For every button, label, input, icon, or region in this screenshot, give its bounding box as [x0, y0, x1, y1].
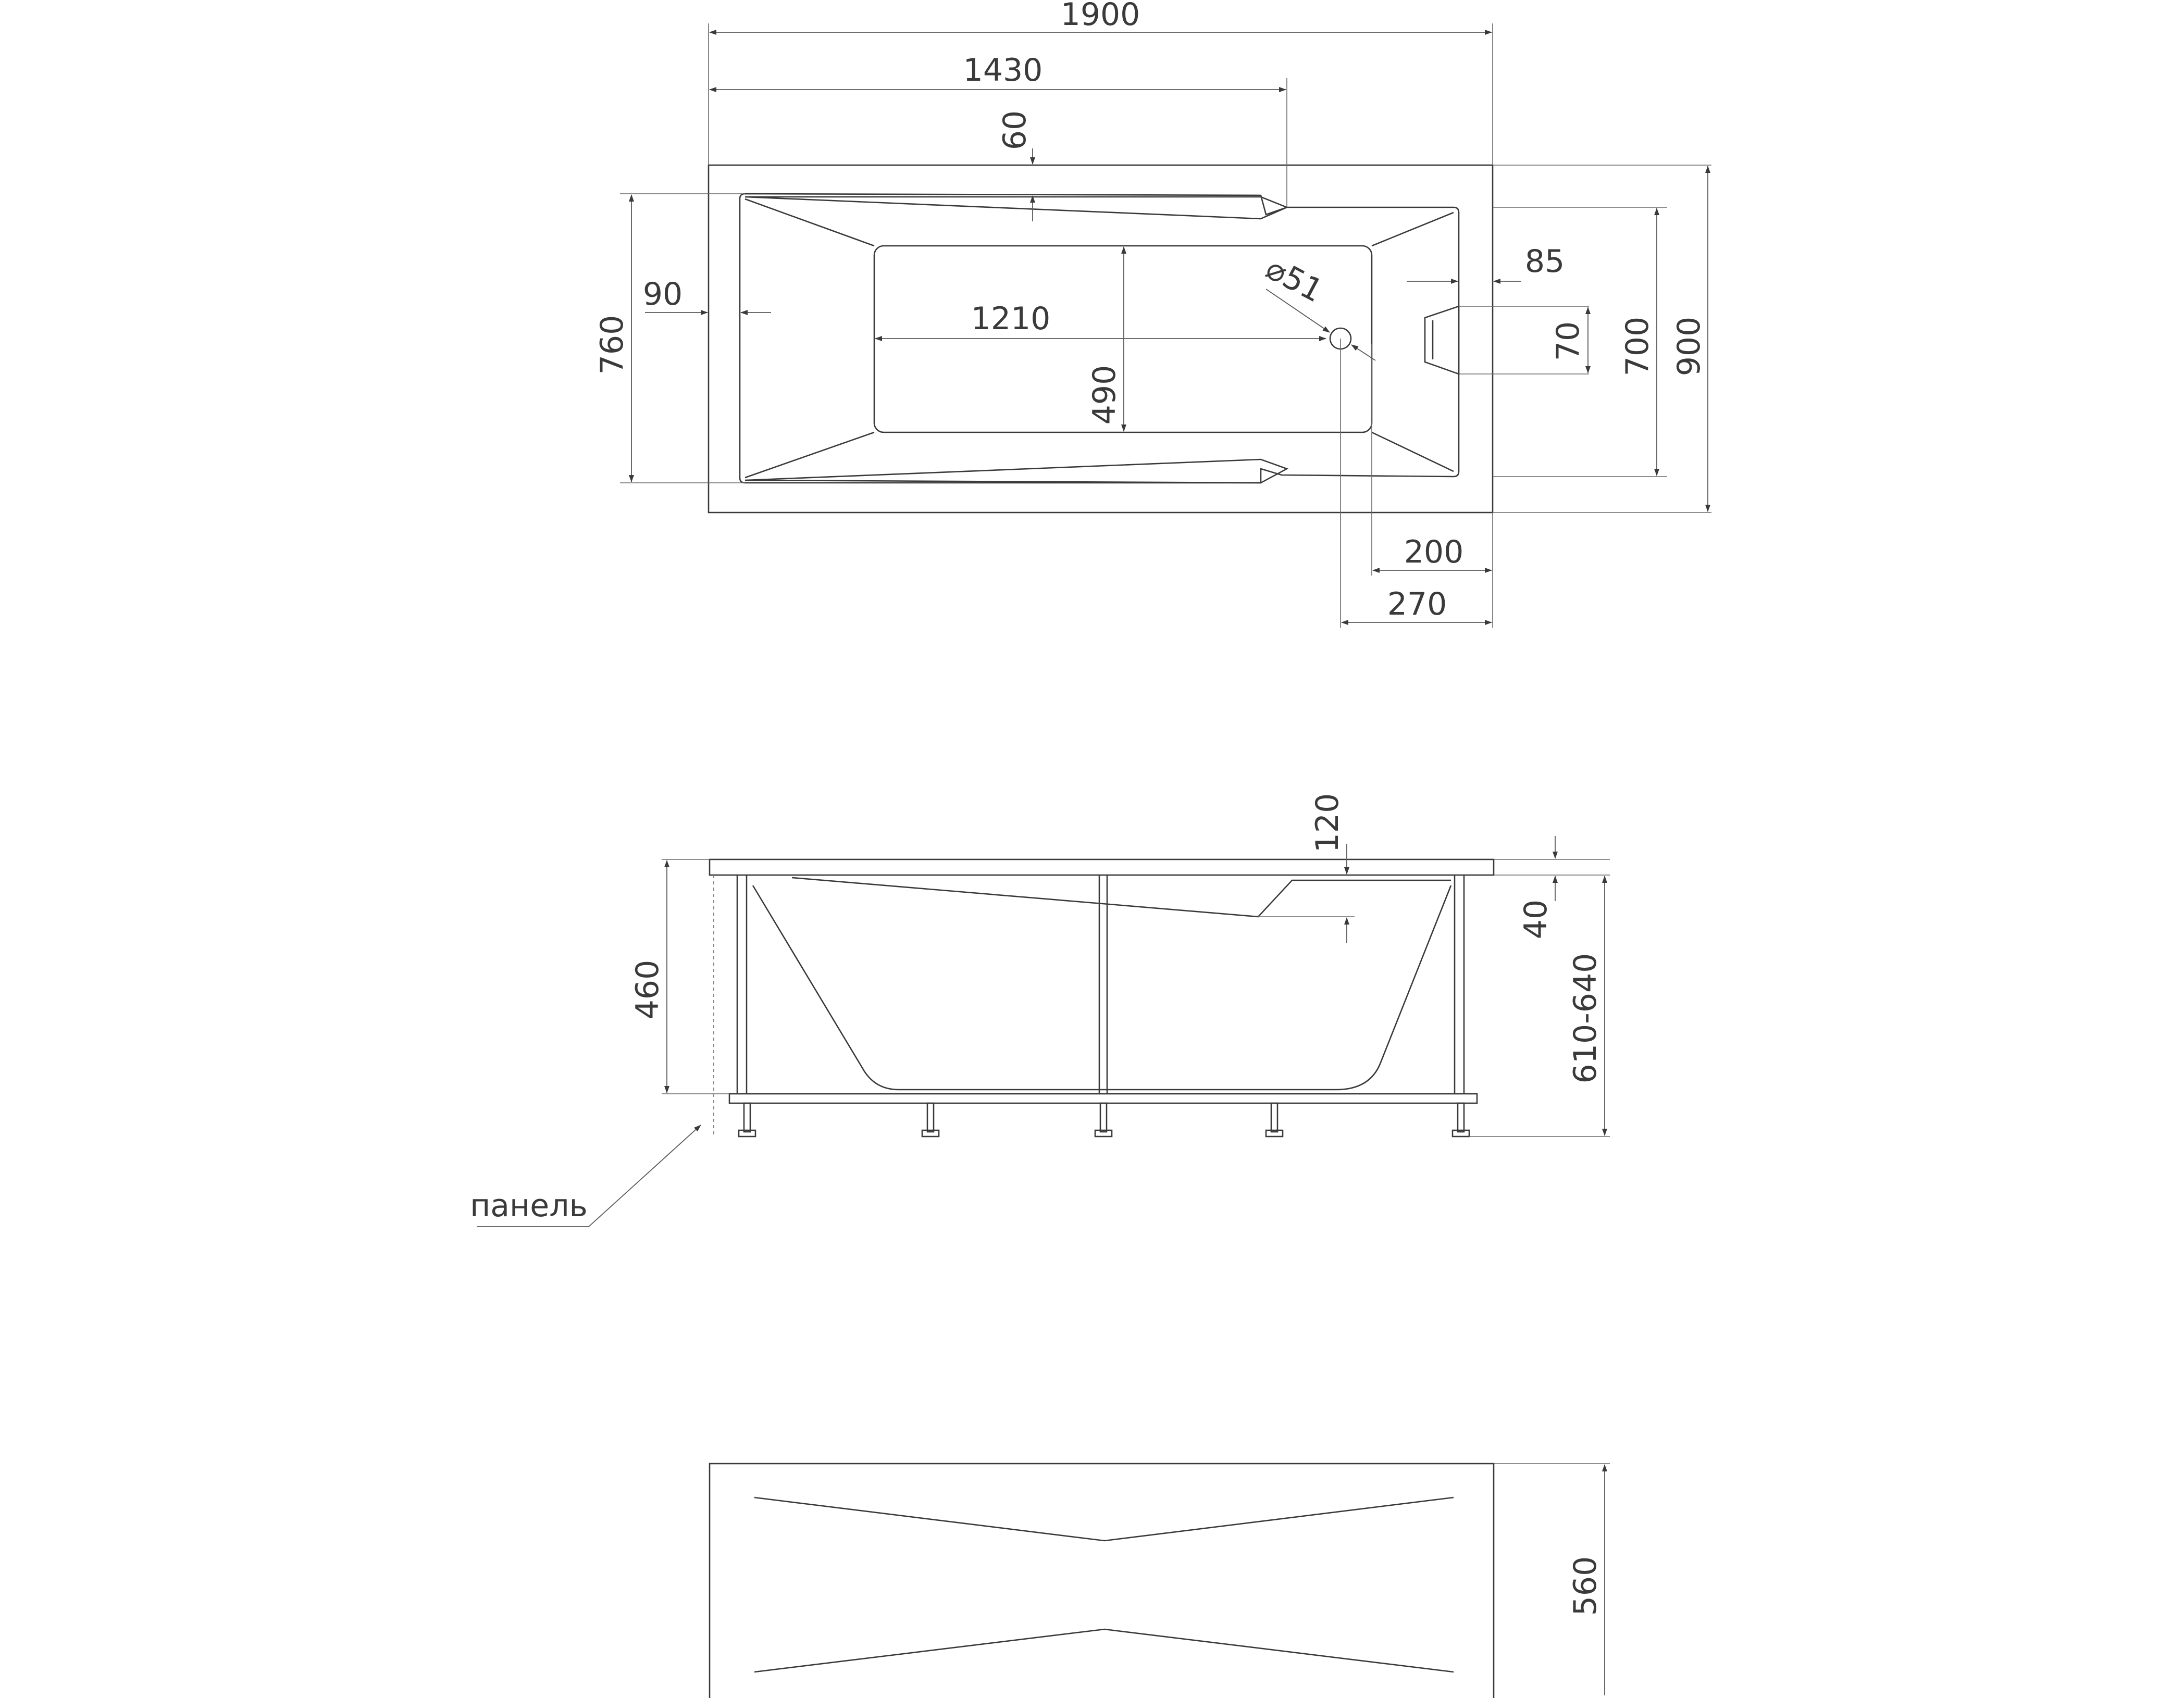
side-legs — [739, 1103, 1469, 1137]
panel-lower-v — [754, 1629, 1454, 1672]
top-slant-br — [1372, 432, 1454, 471]
top-slant-bl — [745, 432, 874, 478]
side-tub-body — [753, 885, 1451, 1090]
dim-1900-label: 1900 — [1060, 0, 1140, 33]
panel-view — [710, 1464, 1610, 1698]
dim-460-label: 460 — [629, 959, 666, 1020]
side-rim — [710, 859, 1494, 875]
side-view — [470, 793, 1610, 1227]
top-armrest-upper — [745, 197, 1287, 219]
dim-610-640-label: 610-640 — [1567, 953, 1604, 1084]
panel-label: панель — [470, 1188, 588, 1224]
dim-760-label: 760 — [594, 315, 630, 375]
dim-270-label: 270 — [1387, 586, 1447, 622]
headrest — [1425, 306, 1459, 374]
side-armrest-slope — [792, 878, 1451, 917]
top-slant-tr — [1372, 213, 1454, 246]
top-armrest-lower — [745, 459, 1287, 483]
dim-40-label: 40 — [1518, 899, 1554, 940]
panel-upper-v — [754, 1497, 1454, 1541]
dim-200-label: 200 — [1404, 534, 1464, 570]
dim-1430-label: 1430 — [963, 52, 1043, 89]
side-frame-base — [729, 1094, 1477, 1103]
dim-700-label: 700 — [1619, 316, 1656, 377]
top-slant-tl — [745, 199, 874, 246]
dim-85-label: 85 — [1524, 243, 1565, 280]
top-view — [594, 0, 1711, 628]
dim-51-label: ⌀51 — [1260, 250, 1329, 310]
dim-490-label: 490 — [1086, 365, 1123, 425]
dim-120-label: 120 — [1309, 793, 1346, 853]
dim-70-label: 70 — [1550, 321, 1586, 361]
dim-1210-label: 1210 — [971, 301, 1051, 337]
dim-60-label: 60 — [997, 110, 1033, 151]
dim-560-label: 560 — [1567, 1556, 1604, 1616]
panel-leader — [589, 1125, 701, 1227]
dim-900-label: 900 — [1671, 316, 1707, 377]
dim-90-label: 90 — [642, 276, 683, 313]
